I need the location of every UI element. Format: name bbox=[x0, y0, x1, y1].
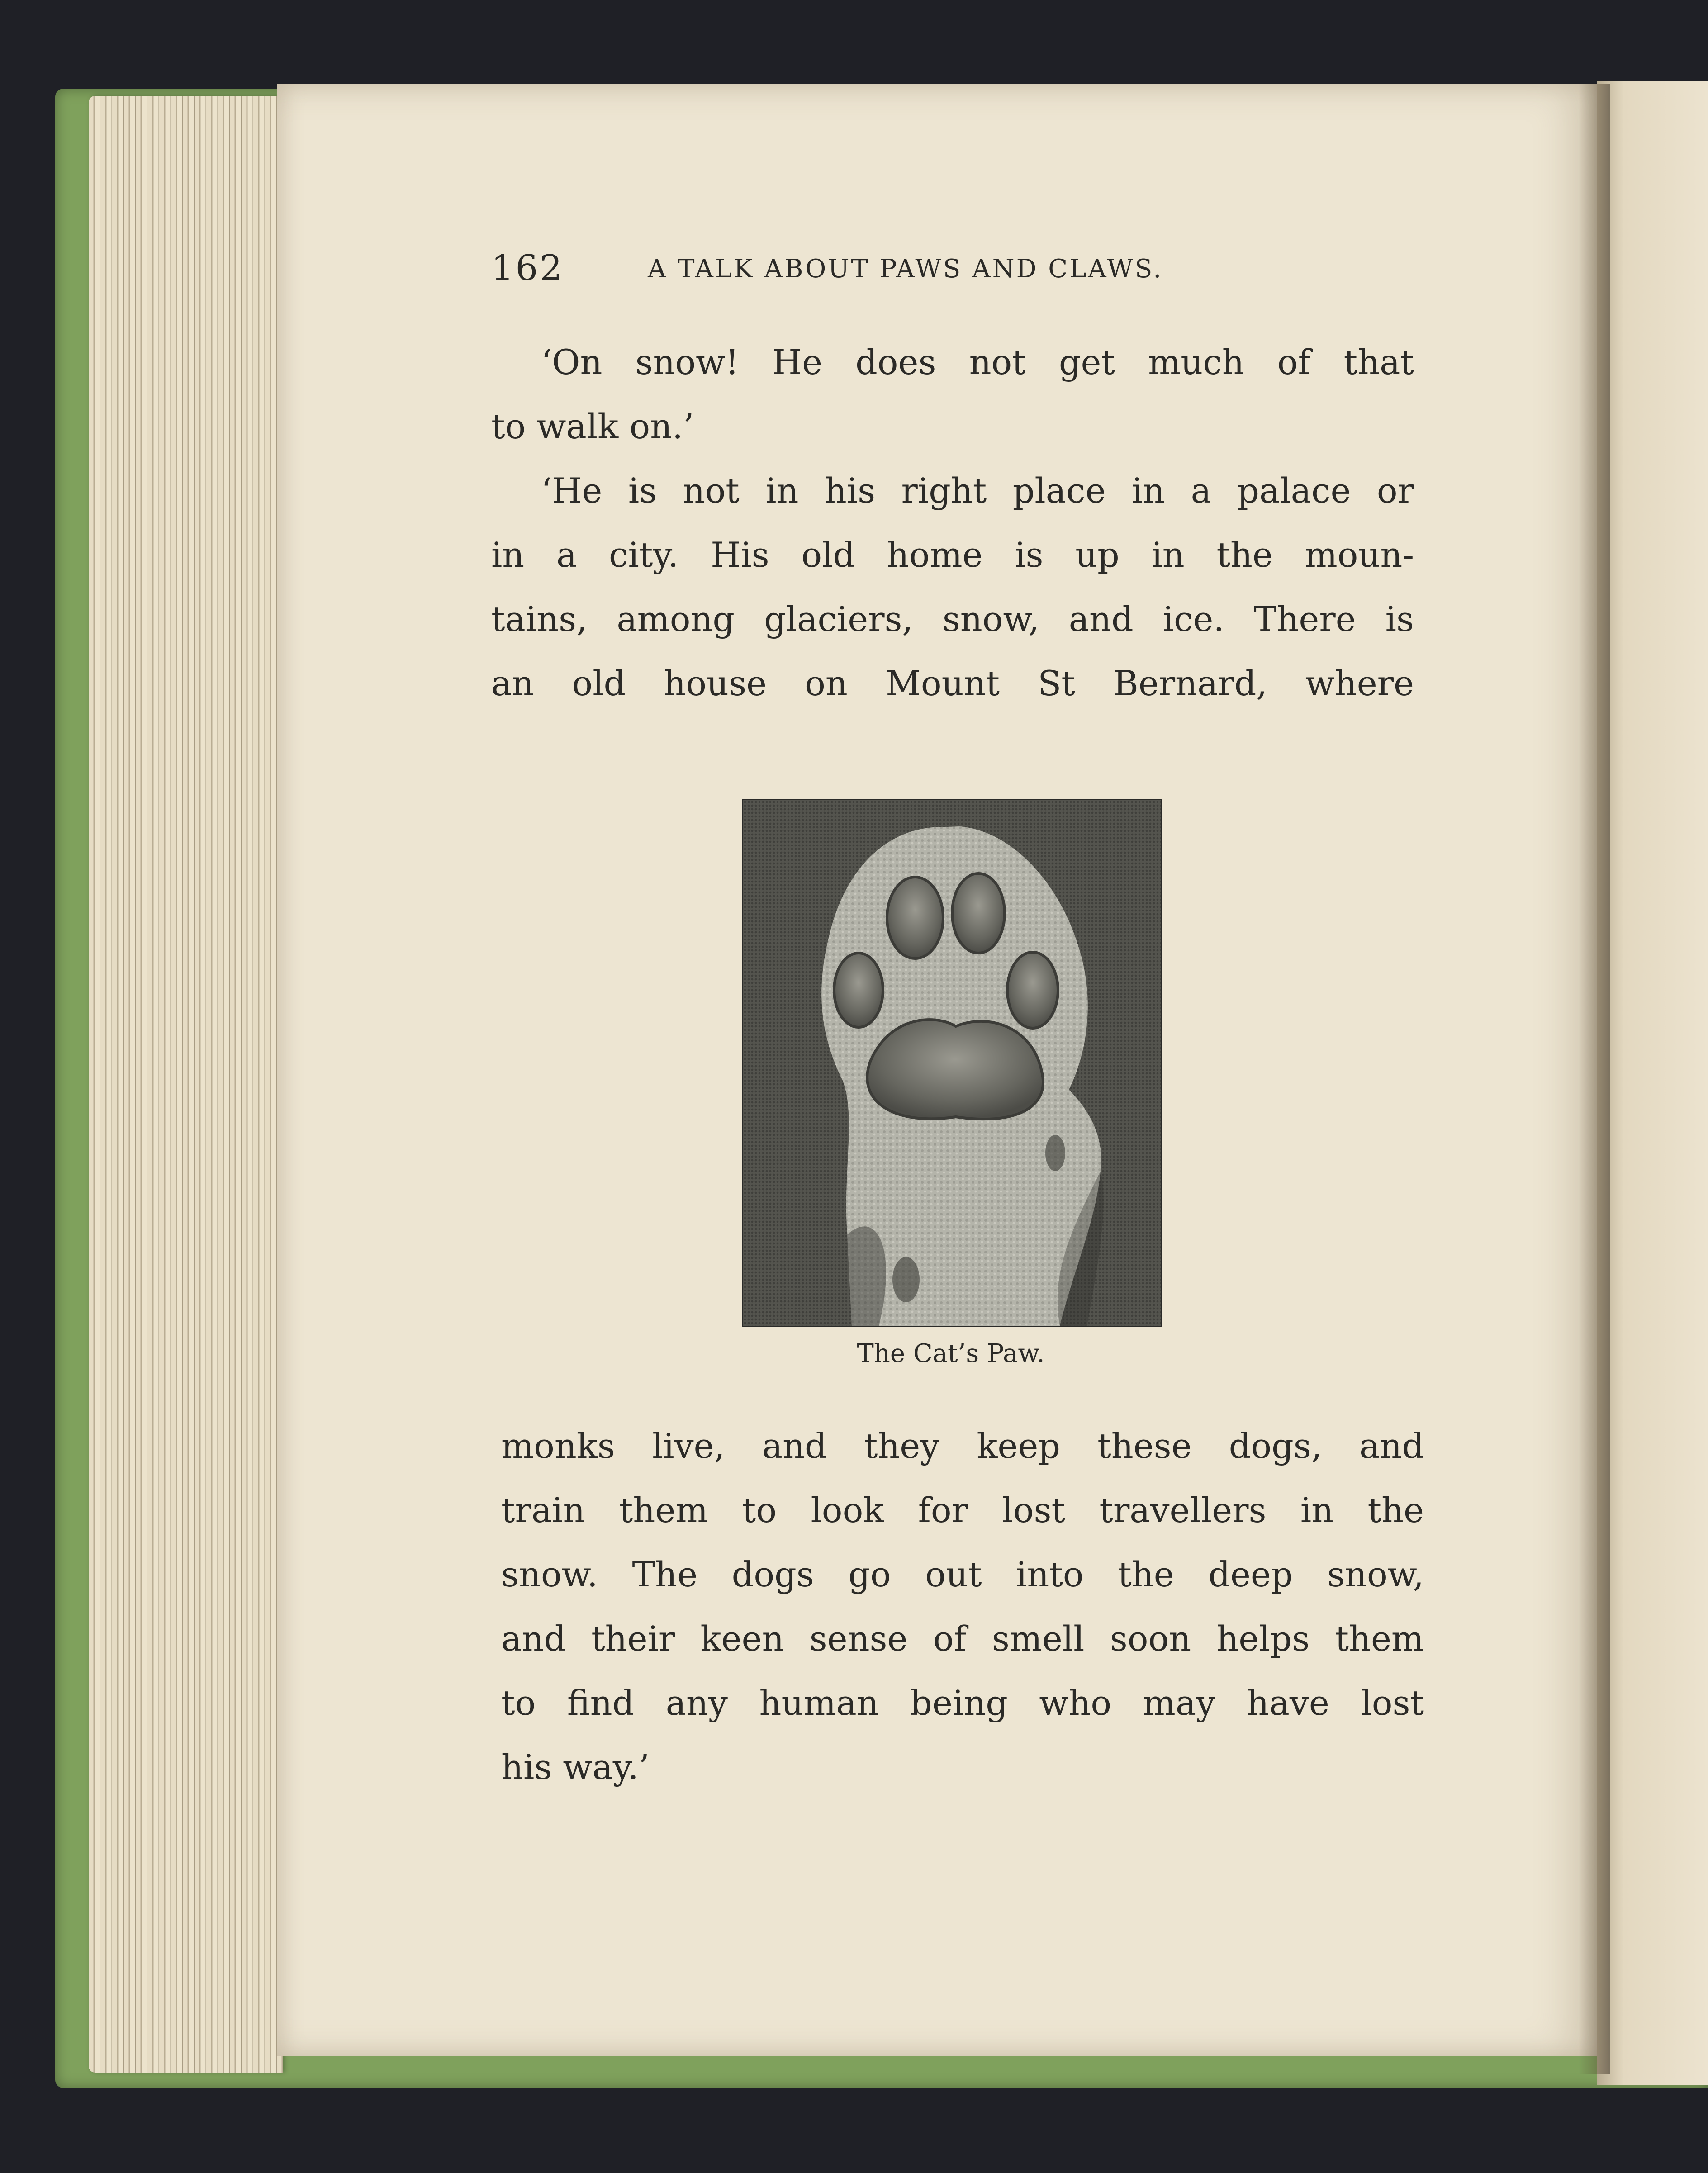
text-line: an old house on Mount St Bernard, where bbox=[491, 663, 1414, 703]
facing-page bbox=[1597, 81, 1708, 2085]
text-line: his way.’ bbox=[501, 1747, 650, 1787]
page-edges bbox=[89, 96, 283, 2073]
cat-paw-illustration bbox=[742, 799, 1162, 1327]
text-line: tains, among glaciers, snow, and ice. There is bbox=[491, 599, 1414, 639]
page-header bbox=[491, 248, 1260, 298]
text-line: in a city. His old home is up in the moun- bbox=[491, 535, 1414, 575]
text-line: snow. The dogs go out into the deep snow, bbox=[501, 1554, 1424, 1594]
text-line: and their keen sense of smell soon helps them bbox=[501, 1618, 1424, 1659]
page-gutter bbox=[1579, 84, 1610, 2074]
figure-caption: The Cat’s Paw. bbox=[857, 1339, 1045, 1368]
text-line: ‘He is not in his right place in a palace or bbox=[541, 470, 1414, 511]
text-block-top bbox=[491, 330, 1414, 716]
text-line: to find any human being who may have lost bbox=[501, 1683, 1424, 1723]
text-line: monks live, and they keep these dogs, and bbox=[501, 1426, 1424, 1466]
text-line: to walk on.’ bbox=[491, 406, 694, 446]
text-line: train them to look for lost travellers in the bbox=[501, 1490, 1424, 1530]
text-block-bottom bbox=[501, 1414, 1424, 1799]
page-number: 162 bbox=[491, 248, 564, 289]
running-head: A TALK ABOUT PAWS AND CLAWS. bbox=[648, 254, 1163, 284]
text-line: ‘On snow! He does not get much of that bbox=[541, 342, 1414, 382]
